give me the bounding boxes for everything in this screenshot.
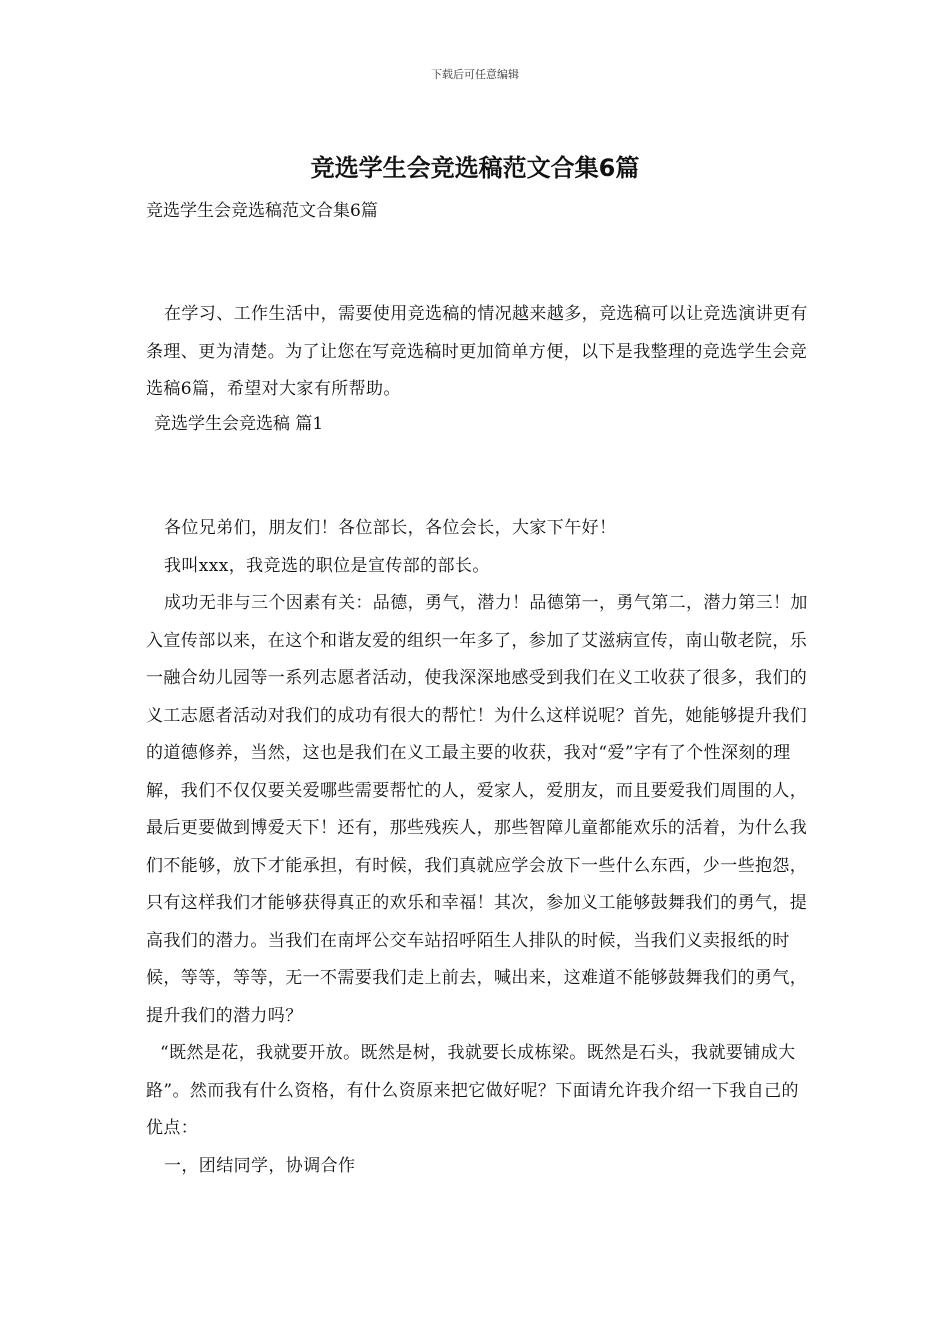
paragraph-introduction: 我叫xxx，我竞选的职位是宣传部的部长。 <box>164 555 490 576</box>
main-section <box>146 510 810 1185</box>
header-note: 下载后可任意编辑 <box>431 68 519 81</box>
paragraph-success-factors: 成功无非与三个因素有关：品德，勇气，潜力！品德第一，勇气第二，潜力第三！加入宣传部以来，在这个和谐友爱的组织一年多了，参加了艾滋病宣传，南山敬老院，乐一融合幼儿园等一系列志愿者活动，使我深深地感受到我们在义工收获了很多，我们的义工志愿者活动对我们的成功有很大的帮忙！为什么这样说呢？首先，她能够提升我们的道德修养，当然，这也是我们在义工最主要的收获，我对“爱”字有了个性深刻的理解，我们不仅仅要关爱哪些需要帮忙的人，爱家人，爱朋友，而且要爱我们周围的人，最后更要做到博爱天下！还有，那些残疾人，那些智障儿童都能欢乐的活着，为什么我们不能够，放下才能承担，有时候，我们真就应学会放下一些什么东西，少一些抱怨，只有这样我们才能够获得真正的欢乐和幸福！其次，参加义工能够鼓舞我们的勇气，提高我们的潜力。当我们在南坪公交车站招呼陌生人排队的时候，当我们义卖报纸的时候，等等，等等，无一不需要我们走上前去，喊出来，这难道不能够鼓舞我们的勇气，提升我们的潜力吗？ <box>146 593 808 1026</box>
intro-section <box>146 296 810 409</box>
paragraph-point-one: 一，团结同学，协调合作 <box>164 1155 356 1176</box>
intro-paragraph: 在学习、工作生活中，需要使用竞选稿的情况越来越多，竞选稿可以让竞选演讲更有条理、更为清楚。为了让您在写竞选稿时更加简单方便，以下是我整理的竞选学生会竞选稿6篇，希望对大家有所帮助。 <box>146 304 808 399</box>
section-heading: 竞选学生会竞选稿 篇1 <box>154 414 324 434</box>
document-subtitle: 竞选学生会竞选稿范文合集6篇 <box>146 201 378 221</box>
paragraph-quote: “既然是花，我就要开放。既然是树，我就要长成栋梁。既然是石头，我就要铺成大路”。然而我有什么资格，有什么资原来把它做好呢？下面请允许我介绍一下我自己的优点： <box>146 1043 799 1138</box>
paragraph-greeting: 各位兄弟们，朋友们！各位部长，各位会长，大家下午好！ <box>164 518 617 538</box>
document-title: 竞选学生会竞选稿范文合集6篇 <box>310 154 640 182</box>
